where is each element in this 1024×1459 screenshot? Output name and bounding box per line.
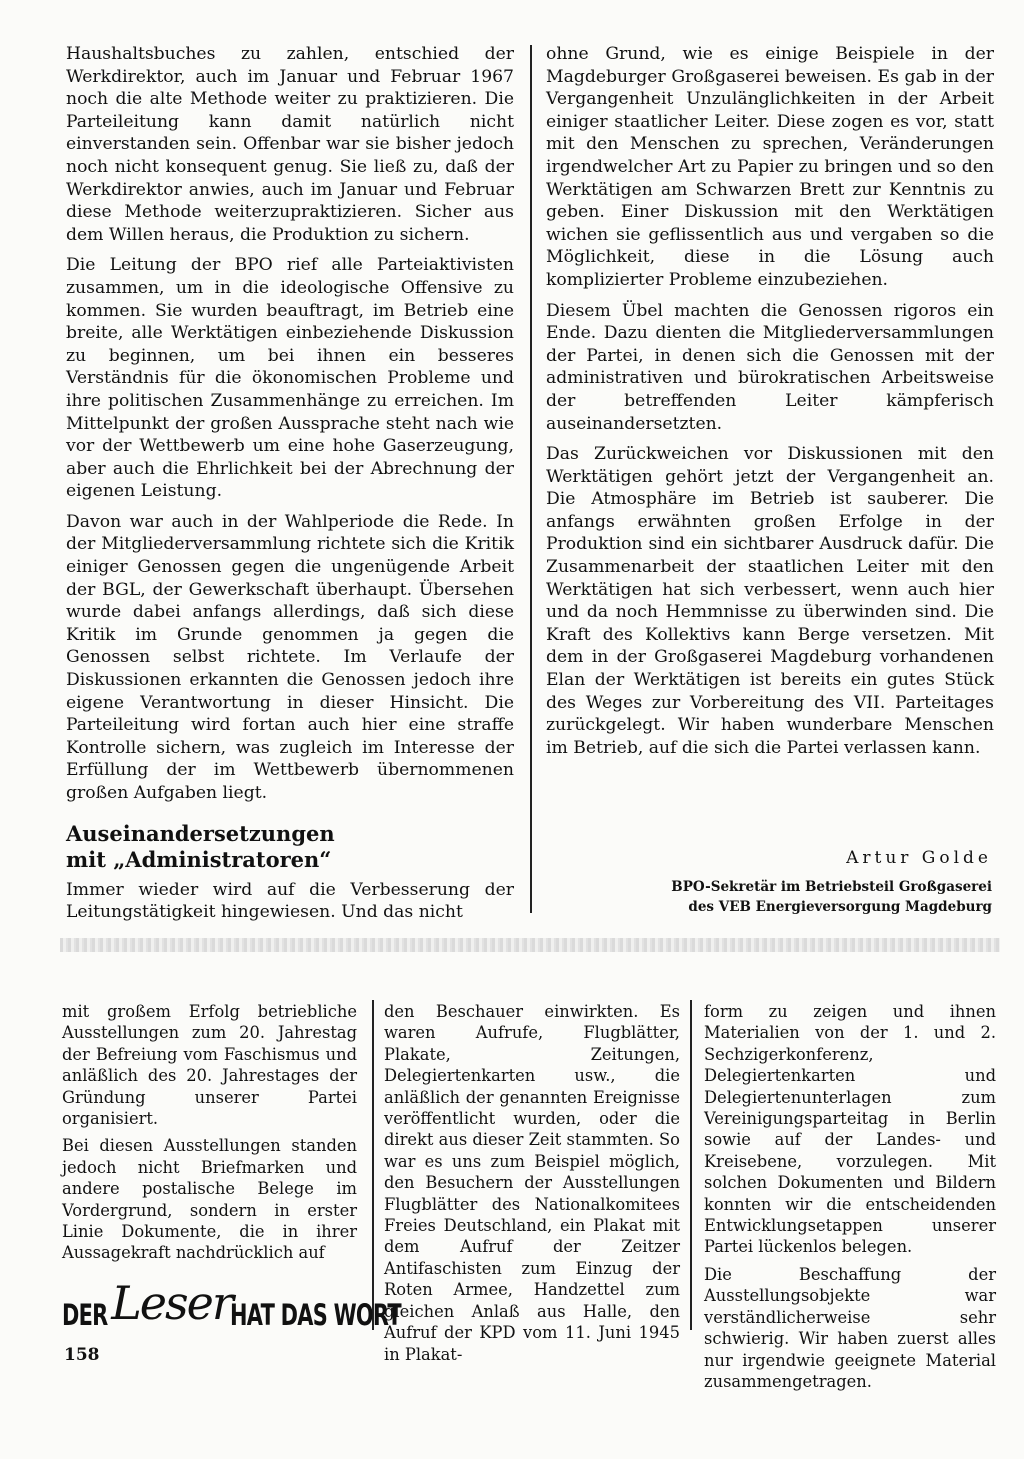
- letter-paragraph: den Beschauer einwirkten. Es waren Aufrufe, Flugblätter, Plakate, Zeitungen, Delegiertenkarten usw., die anläßlich der genannten Ereignisse veröffentlicht wurden, oder die direkt aus dieser Zeit stammten. So war es uns zum Beispiel möglich, den Besuchern der Ausstellungen Flugblätter des Nationalkomitees Freies Deutschland, ein Plakat mit dem Aufruf der Zeitzer Antifaschisten zum Einzug der Roten Armee, Handzettel zum gleichen Anlaß aus Halle, den Aufruf der KPD vom 11. Juni 1945 in Plakat-: [384, 1002, 680, 1364]
- letter-column-1: [62, 1001, 357, 1270]
- letter-column-3: [704, 1001, 996, 1398]
- author-role: [671, 877, 992, 917]
- section-heading-line-2: mit „Administratoren“: [66, 846, 332, 872]
- rubric-part-1: DER: [62, 1298, 108, 1332]
- section-heading: [66, 821, 514, 873]
- column-divider: [690, 1000, 692, 1330]
- article-left-column: [66, 43, 514, 932]
- article-right-column: [546, 43, 994, 767]
- rubric-logo: [62, 1272, 467, 1332]
- article-paragraph: Die Leitung der BPO rief alle Parteiaktivisten zusammen, um in die ideologische Offensive zu kommen. Sie wurden beauftragt, im Betrieb eine breite, alle Werktätigen einbeziehende Diskussion zu beginnen, um bei ihnen ein besseres Verständnis für die ökonomischen Probleme und ihre politischen Zusammenhänge zu erreichen. Im Mittelpunkt der großen Aussprache steht nach wie vor der Wettbewerb um eine hohe Gaserzeugung, aber auch die Ehrlichkeit bei der Abrechnung der eigenen Leistung.: [66, 255, 514, 502]
- article-paragraph: Das Zurückweichen vor Diskussionen mit den Werktätigen gehört jetzt der Vergangenheit an. Die Atmosphäre im Betrieb ist sauberer. Die anfangs erwähnten großen Erfolge in der Produktion sind ein sichtbarer Ausdruck dafür. Die Zusammenarbeit der staatlichen Leiter mit den Werktätigen hat sich verbessert, wenn auch hier und da noch Hemmnisse zu überwinden sind. Die Kraft des Kollektivs kann Berge versetzen. Mit dem in der Großgaserei Magdeburg vorhandenen Elan der Werktätigen ist bereits ein gutes Stück des Weges zur Vorbereitung des VII. Parteitages zurückgelegt. Wir haben wunderbare Menschen im Betrieb, auf die sich die Partei verlassen kann.: [546, 444, 994, 758]
- article-paragraph: Diesem Übel machten die Genossen rigoros ein Ende. Dazu dienten die Mitgliederversammlungen der Partei, in denen sich die Genossen mit der administrativen und bürokratischen Arbeitsweise der betreffenden Leiter kämpferisch auseinandersetzten.: [546, 300, 994, 434]
- letter-paragraph: form zu zeigen und ihnen Materialien von der 1. und 2. Sechzigerkonferenz, Delegiertenkarten und Delegiertenunterlagen zum Vereinigungsparteitag in Berlin sowie auf der Landes- und Kreisebene, vorzulegen. Mit solchen Dokumenten und Bildern konnten wir die entscheidenden Entwicklungsetappen unserer Partei lückenlos belegen.: [704, 1002, 996, 1257]
- section-heading-line-1: Auseinandersetzungen: [66, 820, 335, 846]
- author-role-line-2: des VEB Energieversorgung Magdeburg: [688, 899, 992, 915]
- letter-paragraph: mit großem Erfolg betriebliche Ausstellungen zum 20. Jahrestag der Befreiung vom Faschismus und anläßlich des 20. Jahrestages der Gründung unserer Partei organisiert.: [62, 1002, 357, 1129]
- section-separator-band: [60, 938, 1000, 952]
- rubric-part-3: HAT DAS WORT: [229, 1298, 401, 1332]
- letter-paragraph: Die Beschaffung der Ausstellungsobjekte war verständlicherweise sehr schwierig. Wir haben zuerst alles nur irgendwie geeignete Material zusammengetragen.: [704, 1264, 996, 1391]
- article-paragraph: Davon war auch in der Wahlperiode die Rede. In der Mitgliederversammlung richtete sich die Kritik einiger Genossen gegen die ungenügende Arbeit der BGL, der Gewerkschaft überhaupt. Übersehen wurde dabei anfangs allerdings, daß sich diese Kritik im Grunde genommen ja gegen die Genossen selbst richtete. Im Verlaufe der Diskussionen erkannten die Genossen jedoch ihre eigene Verantwortung in dieser Hinsicht. Die Parteileitung wird fortan auch hier eine straffe Kontrolle sichern, was zugleich im Interesse der Erfüllung der im Wettbewerb übernommenen großen Aufgaben liegt.: [66, 511, 514, 803]
- article-paragraph: Haushaltsbuches zu zahlen, entschied der Werkdirektor, auch im Januar und Februar 1967 noch die alte Methode weiter zu praktizieren. Die Parteileitung kann damit natürlich nicht einverstanden sein. Offenbar war sie bisher jedoch noch nicht konsequent genug. Sie ließ zu, daß der Werkdirektor anwies, auch im Januar und Februar diese Methode weiterzupraktizieren. Sicher aus dem Willen heraus, die Produktion zu sichern.: [66, 44, 514, 245]
- author-name: Artur Golde: [846, 848, 992, 868]
- article-paragraph: Immer wieder wird auf die Verbesserung der Leitungstätigkeit hingewiesen. Und das nicht: [66, 879, 514, 923]
- letter-paragraph: Bei diesen Ausstellungen standen jedoch nicht Briefmarken und andere postalische Belege im Vordergrund, sondern in erster Linie Dokumente, die in ihrer Aussagekraft nachdrücklich auf: [62, 1136, 357, 1263]
- article-paragraph: ohne Grund, wie es einige Beispiele in der Magdeburger Großgaserei beweisen. Es gab in der Vergangenheit Unzulänglichkeiten in der Arbeit einiger staatlicher Leiter. Diese zogen es vor, statt mit den Menschen zu sprechen, Veränderungen irgendwelcher Art zu Papier zu bringen und so den Werktätigen am Schwarzen Brett zur Kenntnis zu geben. Einer Diskussion mit den Werktätigen wichen sie geflissentlich aus und vergaben so die Möglichkeit, diese in die Lösung auch komplizierter Probleme einzubeziehen.: [546, 44, 994, 290]
- author-role-line-1: BPO-Sekretär im Betriebsteil Großgaserei: [671, 879, 992, 895]
- page-number: 158: [64, 1345, 100, 1365]
- column-divider: [530, 45, 532, 913]
- rubric-part-2: Leser: [111, 1276, 232, 1330]
